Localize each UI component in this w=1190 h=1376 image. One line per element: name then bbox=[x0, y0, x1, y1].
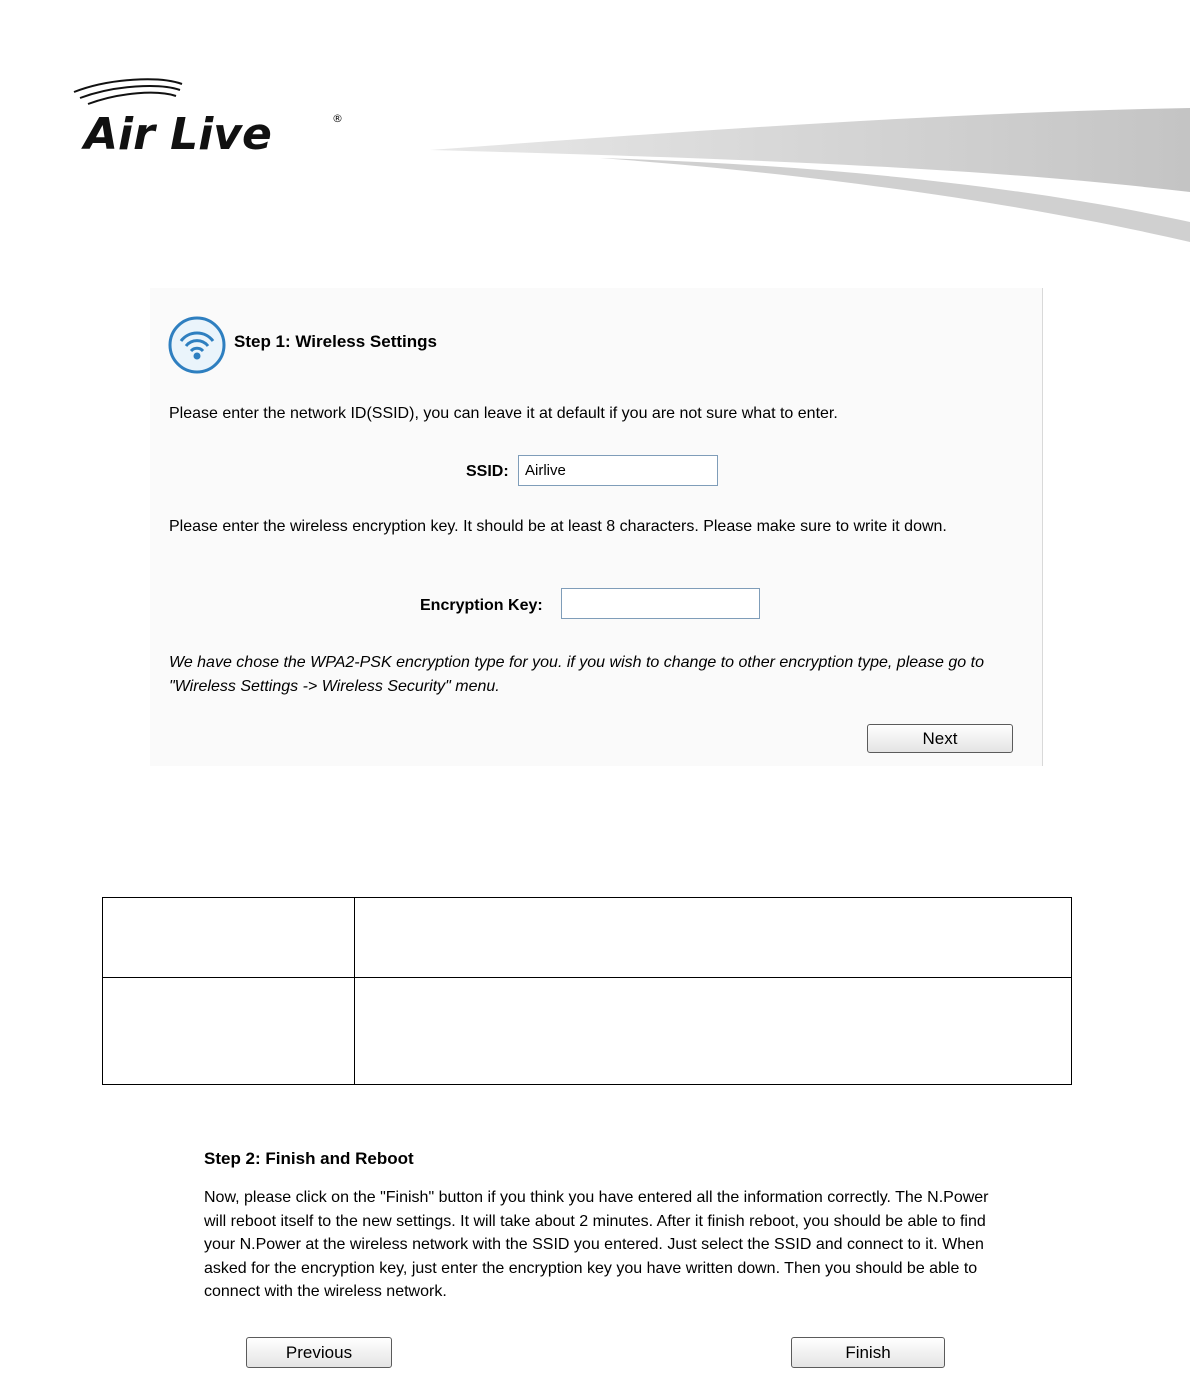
ssid-instructions: Please enter the network ID(SSID), you can leave it at default if you are not sure what to enter. bbox=[169, 405, 838, 422]
step2-instructions: Now, please click on the "Finish" button if you think you have entered all the information correctly. The N.Power will reboot itself to the new settings. It will take about 2 minutes. After it finish reboot, you should be able to find your N.Power at the wireless network with the SSID you entered. Just select the SSID and connect to it. When asked for the encryption key, just enter the encryption key you have written down. Then you should be able to connect with the wireless network. bbox=[204, 1189, 989, 1300]
next-button[interactable]: Next bbox=[867, 724, 1013, 753]
table-row bbox=[103, 898, 1072, 978]
step2-title: Step 2: Finish and Reboot bbox=[204, 1149, 414, 1168]
table-row bbox=[103, 978, 1072, 1085]
wireless-icon bbox=[167, 315, 227, 375]
table-cell bbox=[355, 978, 1072, 1085]
finish-button[interactable]: Finish bbox=[791, 1337, 945, 1368]
ssid-input[interactable] bbox=[518, 455, 718, 486]
table-cell bbox=[103, 898, 355, 978]
page-header bbox=[0, 0, 1190, 260]
ssid-label: SSID: bbox=[466, 463, 509, 480]
table-cell bbox=[355, 898, 1072, 978]
wireless-settings-panel bbox=[150, 288, 1043, 766]
step1-title: Step 1: Wireless Settings bbox=[234, 332, 437, 351]
parameter-table bbox=[102, 897, 1072, 1085]
airlive-logo bbox=[70, 78, 360, 158]
table-cell bbox=[103, 978, 355, 1085]
encryption-note: We have chose the WPA2-PSK encryption type for you. if you wish to change to other encryption type, please go to "Wireless Settings -> Wireless Security" menu. bbox=[169, 654, 984, 695]
logo-text: Air Live bbox=[84, 109, 272, 158]
encryption-key-label: Encryption Key: bbox=[420, 597, 543, 614]
registered-mark: ® bbox=[332, 112, 343, 125]
previous-button[interactable]: Previous bbox=[246, 1337, 392, 1368]
key-instructions: Please enter the wireless encryption key. It should be at least 8 characters. Please make sure to write it down. bbox=[169, 518, 947, 535]
encryption-key-input[interactable] bbox=[561, 588, 760, 619]
